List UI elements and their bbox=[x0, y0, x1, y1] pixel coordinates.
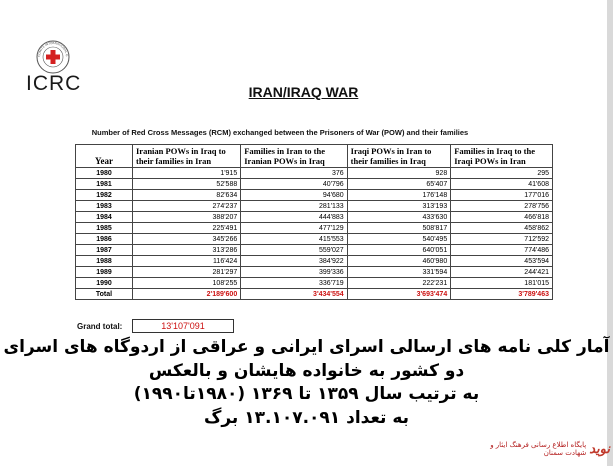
table-row bbox=[76, 234, 553, 245]
value-cell: 774'486 bbox=[451, 245, 553, 256]
table-row bbox=[76, 223, 553, 234]
year-cell: 1988 bbox=[76, 256, 133, 267]
year-cell: 1985 bbox=[76, 223, 133, 234]
value-cell: 460'980 bbox=[347, 256, 451, 267]
value-cell: 222'231 bbox=[347, 278, 451, 289]
icrc-wordmark: ICRC bbox=[26, 72, 82, 95]
value-cell: 41'608 bbox=[451, 179, 553, 190]
value-cell: 458'862 bbox=[451, 223, 553, 234]
total-label-cell: Total bbox=[76, 289, 133, 300]
value-cell: 116'424 bbox=[133, 256, 241, 267]
caption-line-1: آمار کلی نامه های ارسالی اسرای ایرانی و عراقی از اردوگاه های اسرای bbox=[3, 337, 610, 357]
value-cell: 415'553 bbox=[241, 234, 347, 245]
watermark-logo-text: نوید bbox=[589, 441, 610, 457]
year-cell: 1984 bbox=[76, 212, 133, 223]
header-iranian-pows-to-families: Iranian POWs in Iraq to their families in Iran bbox=[133, 145, 241, 168]
value-cell: 345'266 bbox=[133, 234, 241, 245]
year-cell: 1987 bbox=[76, 245, 133, 256]
caption-line-3: به ترتیب سال ۱۳۵۹ تا ۱۳۶۹ (۱۹۸۰تا۱۹۹۰) bbox=[133, 384, 480, 404]
value-cell: 40'796 bbox=[241, 179, 347, 190]
value-cell: 281'297 bbox=[133, 267, 241, 278]
table-row bbox=[76, 212, 553, 223]
value-cell: 177'016 bbox=[451, 190, 553, 201]
year-cell: 1989 bbox=[76, 267, 133, 278]
total-value-cell: 3'693'474 bbox=[347, 289, 451, 300]
header-year: Year bbox=[76, 145, 133, 168]
value-cell: 466'818 bbox=[451, 212, 553, 223]
year-cell: 1980 bbox=[76, 168, 133, 179]
value-cell: 313'286 bbox=[133, 245, 241, 256]
value-cell: 82'634 bbox=[133, 190, 241, 201]
value-cell: 712'592 bbox=[451, 234, 553, 245]
caption-line-2: دو کشور به خانواده هایشان و بالعکس bbox=[148, 360, 465, 381]
table-row bbox=[76, 256, 553, 267]
value-cell: 176'148 bbox=[347, 190, 451, 201]
table-row bbox=[76, 267, 553, 278]
value-cell: 278'756 bbox=[451, 201, 553, 212]
table-total-row bbox=[76, 289, 553, 300]
value-cell: 928 bbox=[347, 168, 451, 179]
value-cell: 181'015 bbox=[451, 278, 553, 289]
persian-caption bbox=[0, 336, 613, 430]
value-cell: 559'027 bbox=[241, 245, 347, 256]
value-cell: 433'630 bbox=[347, 212, 451, 223]
value-cell: 244'421 bbox=[451, 267, 553, 278]
table-header-row bbox=[76, 145, 553, 168]
value-cell: 453'594 bbox=[451, 256, 553, 267]
header-families-to-iraqi-pows: Families in Iraq to the Iraqi POWs in Iran bbox=[451, 145, 553, 168]
red-cross-emblem-icon bbox=[36, 40, 70, 74]
watermark-subtitle: پایگاه اطلاع رسانی فرهنگ ایثار و شهادت سمنان bbox=[490, 441, 587, 457]
table-row bbox=[76, 190, 553, 201]
emblem-ring-text: COMITE INTERNATIONAL G bbox=[36, 40, 70, 58]
value-cell: 477'129 bbox=[241, 223, 347, 234]
total-value-cell: 3'434'554 bbox=[241, 289, 347, 300]
value-cell: 52'588 bbox=[133, 179, 241, 190]
year-cell: 1981 bbox=[76, 179, 133, 190]
value-cell: 399'336 bbox=[241, 267, 347, 278]
header-iraqi-pows-to-families: Iraqi POWs in Iran to their families in Iraq bbox=[347, 145, 451, 168]
value-cell: 225'491 bbox=[133, 223, 241, 234]
table-row bbox=[76, 201, 553, 212]
value-cell: 331'594 bbox=[347, 267, 451, 278]
year-cell: 1982 bbox=[76, 190, 133, 201]
table-row bbox=[76, 245, 553, 256]
grand-total-value: 13'107'091 bbox=[132, 319, 234, 333]
total-value-cell: 2'189'600 bbox=[133, 289, 241, 300]
value-cell: 65'407 bbox=[347, 179, 451, 190]
value-cell: 336'719 bbox=[241, 278, 347, 289]
rcm-table bbox=[75, 144, 553, 300]
value-cell: 384'922 bbox=[241, 256, 347, 267]
value-cell: 281'133 bbox=[241, 201, 347, 212]
value-cell: 444'883 bbox=[241, 212, 347, 223]
value-cell: 1'915 bbox=[133, 168, 241, 179]
value-cell: 508'817 bbox=[347, 223, 451, 234]
source-watermark bbox=[470, 438, 610, 460]
header-families-to-iranian-pows: Families in Iran to the Iranian POWs in Iraq bbox=[241, 145, 347, 168]
value-cell: 540'495 bbox=[347, 234, 451, 245]
year-cell: 1983 bbox=[76, 201, 133, 212]
value-cell: 94'680 bbox=[241, 190, 347, 201]
value-cell: 388'207 bbox=[133, 212, 241, 223]
value-cell: 376 bbox=[241, 168, 347, 179]
total-value-cell: 3'789'463 bbox=[451, 289, 553, 300]
year-cell: 1990 bbox=[76, 278, 133, 289]
document-title: IRAN/IRAQ WAR bbox=[248, 84, 359, 100]
value-cell: 295 bbox=[451, 168, 553, 179]
caption-line-4: به تعداد ۱۳.۱۰۷.۰۹۱ برگ bbox=[203, 407, 410, 428]
table-row bbox=[76, 168, 553, 179]
year-cell: 1986 bbox=[76, 234, 133, 245]
document-subtitle: Number of Red Cross Messages (RCM) exchanged between the Prisoners of War (POW) and their families bbox=[91, 128, 469, 137]
table-row bbox=[76, 278, 553, 289]
value-cell: 640'051 bbox=[347, 245, 451, 256]
value-cell: 274'237 bbox=[133, 201, 241, 212]
table-row bbox=[76, 179, 553, 190]
grand-total-label: Grand total: bbox=[77, 322, 123, 331]
value-cell: 313'193 bbox=[347, 201, 451, 212]
value-cell: 108'255 bbox=[133, 278, 241, 289]
